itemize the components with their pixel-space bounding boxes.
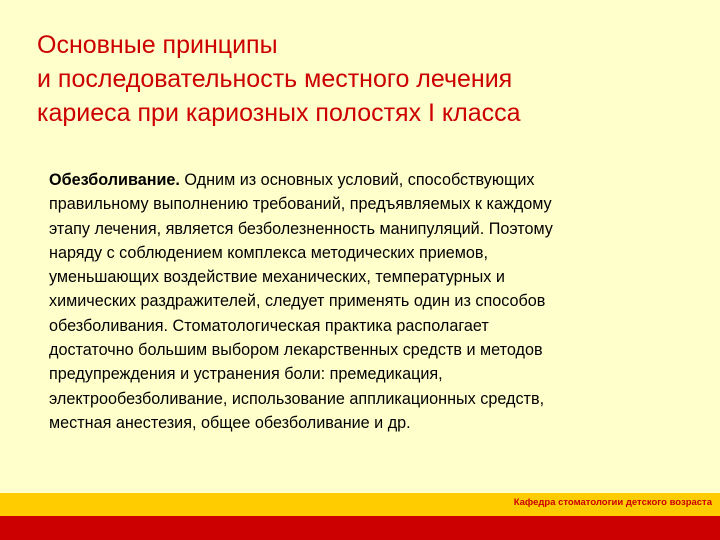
body-paragraph [49, 168, 689, 435]
body-line-2: правильному выполнению требований, предъявляемых к каждому [49, 195, 552, 214]
body-line-9: предупреждения и устранения боли: премедикация, [49, 365, 443, 384]
body-line-4: наряду с соблюдением комплекса методических приемов, [49, 243, 488, 262]
body-line-8: достаточно большим выбором лекарственных средств и методов [49, 341, 543, 360]
body-line-10: электрообезболивание, использование аппликационных средств, [49, 389, 545, 408]
body-line-6: химических раздражителей, следует применять один из способов [49, 292, 546, 311]
body-line-1-text: Одним из основных условий, способствующих [179, 171, 535, 189]
slide-title [37, 28, 697, 130]
body-line-5: уменьшающих воздействие механических, температурных и [49, 268, 505, 287]
title-line-2: и последовательность местного лечения [37, 65, 513, 93]
body-line-1 [49, 168, 689, 192]
title-line-3: кариеса при кариозных полостях I класса [37, 99, 521, 127]
footer-band-red [0, 516, 720, 540]
title-line-1: Основные принципы [37, 31, 278, 59]
body-line-11: местная анестезия, общее обезболивание и др. [49, 413, 411, 432]
body-line-7: обезболивания. Стоматологическая практика располагает [49, 316, 489, 335]
body-line-3: этапу лечения, является безболезненность манипуляций. Поэтому [49, 219, 553, 238]
footer-department-label: Кафедра стоматологии детского возраста [513, 497, 712, 508]
lead-term: Обезболивание. [49, 171, 180, 189]
